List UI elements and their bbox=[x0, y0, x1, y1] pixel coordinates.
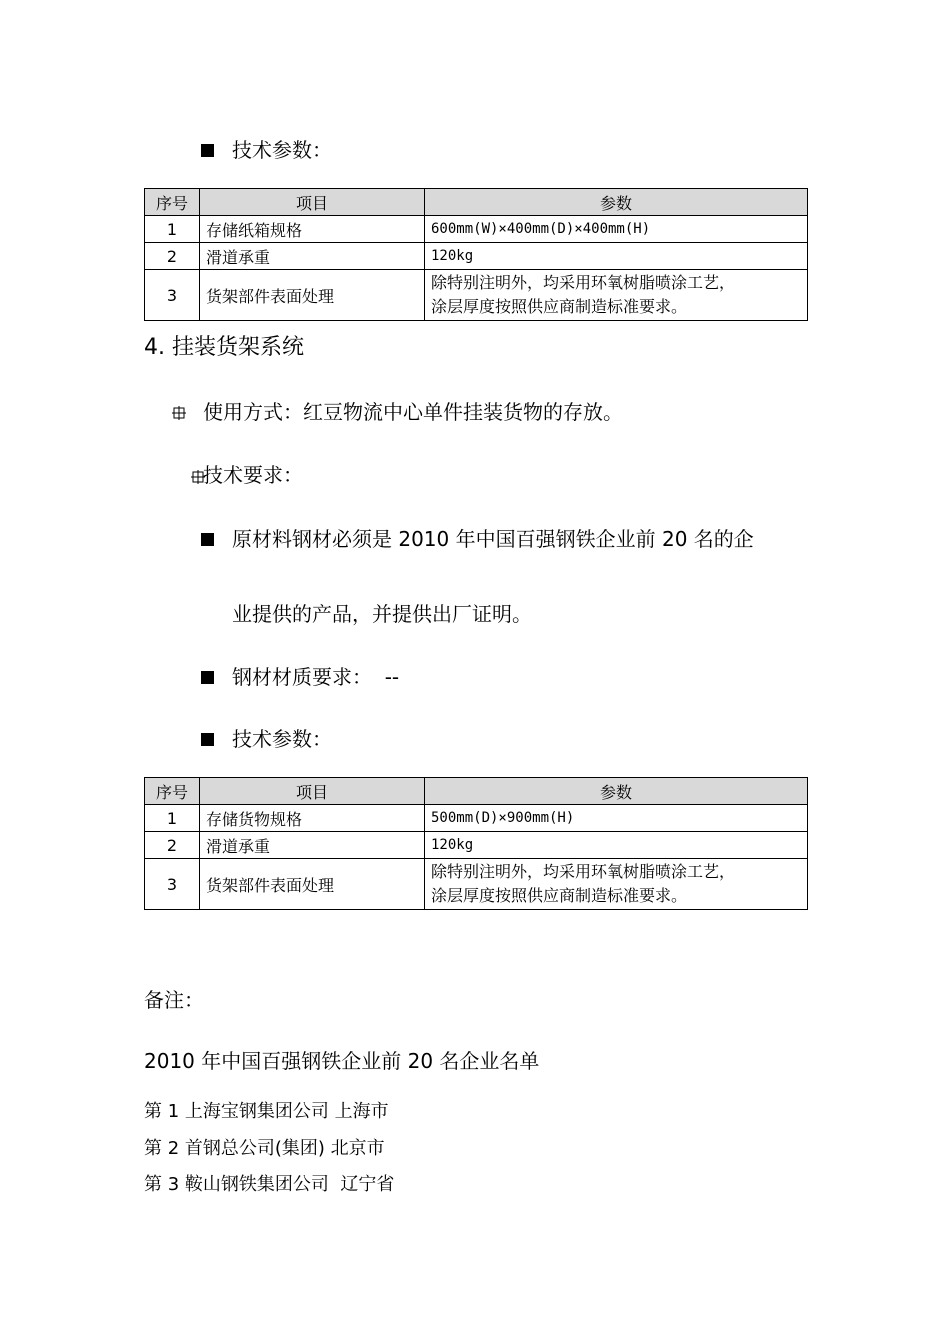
req-text-cont: 业提供的产品，并提供出厂证明。 bbox=[232, 602, 532, 626]
row-item: 货架部件表面处理 bbox=[200, 859, 425, 910]
section-heading: 4. 挂装货架系统 bbox=[144, 335, 304, 360]
table-row bbox=[145, 216, 808, 243]
row-item: 货架部件表面处理 bbox=[200, 270, 425, 321]
row-no: 1 bbox=[145, 216, 200, 243]
row-no: 1 bbox=[145, 805, 200, 832]
header-param: 参数 bbox=[425, 189, 808, 216]
company-item: 第 3 鞍山钢铁集团公司 辽宁省 bbox=[144, 1174, 395, 1195]
square-bullet-icon bbox=[201, 533, 214, 546]
tech-req-label: 技术要求： bbox=[203, 463, 303, 487]
header-item: 项目 bbox=[200, 778, 425, 805]
row-no: 3 bbox=[145, 270, 200, 321]
param-line: 涂层厚度按照供应商制造标准要求。 bbox=[431, 297, 688, 316]
header-item: 项目 bbox=[200, 189, 425, 216]
row-param: 500mm(D)×900mm(H) bbox=[425, 805, 808, 832]
row-no: 2 bbox=[145, 243, 200, 270]
steel-material-req: 钢材材质要求： -- bbox=[232, 665, 400, 689]
param-line: 涂层厚度按照供应商制造标准要求。 bbox=[431, 886, 688, 905]
row-no: 2 bbox=[145, 832, 200, 859]
param-line: 除特别注明外，均采用环氧树脂喷涂工艺， bbox=[431, 273, 736, 292]
company-item: 第 2 首钢总公司(集团) 北京市 bbox=[144, 1138, 385, 1159]
row-param: 120kg bbox=[425, 243, 808, 270]
row-param bbox=[425, 859, 808, 910]
row-item: 存储纸箱规格 bbox=[200, 216, 425, 243]
row-param bbox=[425, 270, 808, 321]
cross-bullet-icon bbox=[172, 406, 186, 420]
table-header-row bbox=[145, 189, 808, 216]
company-list-title: 2010 年中国百强钢铁企业前 20 名企业名单 bbox=[144, 1049, 540, 1073]
table-row bbox=[145, 859, 808, 910]
spec-table-1 bbox=[144, 188, 808, 321]
table-row bbox=[145, 270, 808, 321]
header-param: 参数 bbox=[425, 778, 808, 805]
req-text: 原材料钢材必须是 2010 年中国百强钢铁企业前 20 名的企 bbox=[232, 527, 754, 551]
note-label: 备注： bbox=[144, 988, 204, 1012]
table-row bbox=[145, 243, 808, 270]
row-item: 滑道承重 bbox=[200, 243, 425, 270]
row-no: 3 bbox=[145, 859, 200, 910]
company-item: 第 1 上海宝钢集团公司 上海市 bbox=[144, 1101, 389, 1122]
table-header-row bbox=[145, 778, 808, 805]
header-no: 序号 bbox=[145, 778, 200, 805]
table-row bbox=[145, 805, 808, 832]
row-item: 滑道承重 bbox=[200, 832, 425, 859]
spec-table-2 bbox=[144, 777, 808, 910]
param-line: 除特别注明外，均采用环氧树脂喷涂工艺， bbox=[431, 862, 736, 881]
tech-params-label: 技术参数： bbox=[232, 138, 332, 162]
usage-text: 使用方式：红豆物流中心单件挂装货物的存放。 bbox=[203, 400, 623, 424]
row-item: 存储货物规格 bbox=[200, 805, 425, 832]
row-param: 600mm(W)×400mm(D)×400mm(H) bbox=[425, 216, 808, 243]
row-param: 120kg bbox=[425, 832, 808, 859]
square-bullet-icon bbox=[201, 733, 214, 746]
header-no: 序号 bbox=[145, 189, 200, 216]
square-bullet-icon bbox=[201, 671, 214, 684]
tech-params-label: 技术参数： bbox=[232, 727, 332, 751]
table-row bbox=[145, 832, 808, 859]
square-bullet-icon bbox=[201, 144, 214, 157]
